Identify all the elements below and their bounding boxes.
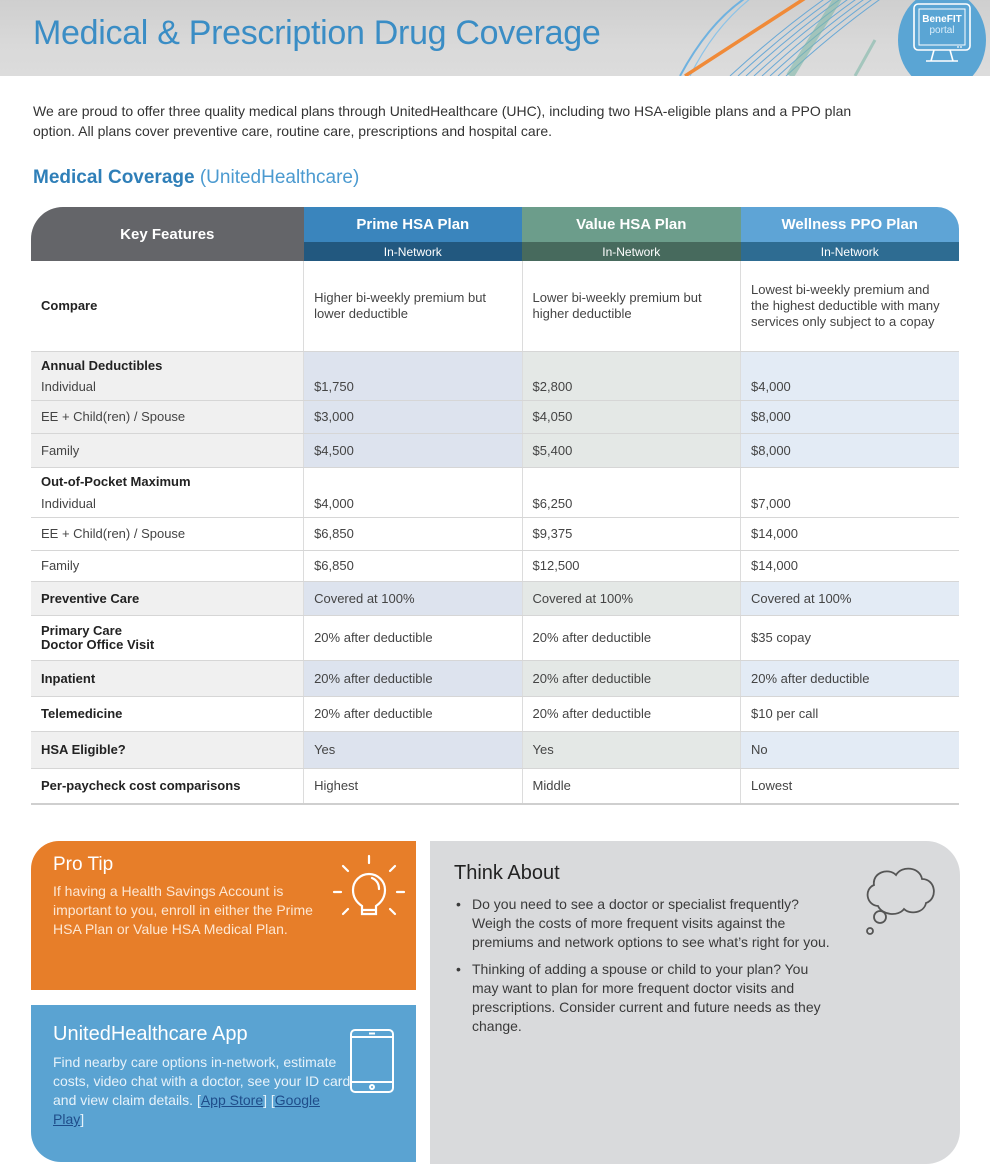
- cell: 20% after deductible: [304, 615, 522, 660]
- benefit-portal-badge[interactable]: [898, 0, 986, 76]
- section-title-strong: Medical Coverage: [33, 167, 195, 188]
- coverage-table: [31, 207, 959, 805]
- row-label: Family: [31, 433, 304, 467]
- portal-label-line1: BeneFIT: [922, 14, 962, 25]
- cell: $7,000: [741, 490, 959, 517]
- cell: Lowest bi-weekly premium and the highest deductible with many services only subject to a copay: [741, 261, 959, 351]
- table-group-oop: [31, 467, 959, 490]
- cell: $8,000: [741, 400, 959, 433]
- bullet-text: Do you need to see a doctor or specialist frequently? Weigh the costs of more frequent visits against the premiums and network options to see what’s right for you.: [472, 896, 830, 950]
- cell: Higher bi-weekly premium but lower deductible: [304, 261, 522, 351]
- cell: $35 copay: [741, 615, 959, 660]
- cell-empty: [741, 351, 959, 373]
- cell: $4,000: [741, 373, 959, 400]
- cell: Lowest: [741, 768, 959, 804]
- table-group-deductibles: [31, 351, 959, 373]
- tablet-icon: [349, 1028, 395, 1094]
- bullet-text: Thinking of adding a spouse or child to your plan? You may want to plan for more frequent doctor visits and prescriptions. Consider current and future needs as they change.: [472, 961, 821, 1034]
- cell: $4,000: [304, 490, 522, 517]
- row-label-line2: Doctor Office Visit: [41, 636, 155, 652]
- page-title: Medical & Prescription Drug Coverage: [33, 14, 601, 52]
- app-body: Find nearby care options in-network, estimate costs, video chat with a doctor, see your ID card and view claim details. [App Store] [Google Play]: [53, 1054, 351, 1127]
- group-label: Out-of-Pocket Maximum: [41, 473, 191, 489]
- cell: Covered at 100%: [304, 581, 522, 615]
- cell: $6,850: [304, 550, 522, 581]
- cell: 20% after deductible: [304, 660, 522, 696]
- thought-cloud-icon: [860, 861, 940, 941]
- table-row-telemedicine: [31, 696, 959, 731]
- table-row: [31, 400, 959, 433]
- think-about-panel: [430, 841, 960, 1164]
- google-play-link[interactable]: Google Play: [53, 1092, 320, 1127]
- app-title: UnitedHealthcare App: [53, 1023, 248, 1045]
- cell: $5,400: [522, 433, 740, 467]
- list-item: [456, 960, 836, 1036]
- pro-tip-body: If having a Health Savings Account is important to you, enroll in either the Prime HSA Plan or Value HSA Medical Plan.: [53, 883, 313, 937]
- table-row-primary-care: [31, 615, 959, 660]
- table-row: [31, 517, 959, 550]
- row-label: [31, 615, 304, 660]
- section-title-light: (UnitedHealthcare): [199, 167, 360, 188]
- row-label: EE + Child(ren) / Spouse: [31, 400, 304, 433]
- group-label: Annual Deductibles: [31, 351, 304, 373]
- cell: $12,500: [522, 550, 740, 581]
- cell-empty: [304, 467, 522, 490]
- cell-empty: [304, 351, 522, 373]
- network-label-wellness: In-Network: [741, 242, 959, 261]
- list-item: [456, 895, 836, 952]
- cell: $3,000: [304, 400, 522, 433]
- row-label: Family: [31, 550, 304, 581]
- pro-tip-title: Pro Tip: [53, 854, 114, 875]
- row-label: Inpatient: [31, 660, 304, 696]
- cell-empty: [522, 351, 740, 373]
- table-row-hsa-eligible: [31, 731, 959, 768]
- monitor-icon: [898, 0, 986, 76]
- row-label: EE + Child(ren) / Spouse: [31, 517, 304, 550]
- cell: No: [741, 731, 959, 768]
- table-row-compare: [31, 261, 959, 351]
- cell: $14,000: [741, 550, 959, 581]
- cell: Middle: [522, 768, 740, 804]
- network-label-prime: In-Network: [304, 242, 522, 261]
- cell: $1,750: [304, 373, 522, 400]
- table-row: [31, 433, 959, 467]
- row-label: HSA Eligible?: [31, 731, 304, 768]
- uhc-app-panel: [31, 1005, 416, 1162]
- cell: Yes: [304, 731, 522, 768]
- row-label: Telemedicine: [31, 696, 304, 731]
- cell-empty: [741, 467, 959, 490]
- network-label-value: In-Network: [522, 242, 740, 261]
- table-row-paycheck: [31, 768, 959, 804]
- cell: 20% after deductible: [522, 660, 740, 696]
- table-row-preventive: [31, 581, 959, 615]
- cell: 20% after deductible: [304, 696, 522, 731]
- cell: $8,000: [741, 433, 959, 467]
- cell: $4,050: [522, 400, 740, 433]
- think-about-list: [456, 895, 836, 1044]
- think-about-title: Think About: [454, 862, 560, 884]
- pro-tip-panel: [31, 841, 416, 990]
- cell: Highest: [304, 768, 522, 804]
- table-row: [31, 490, 959, 517]
- row-label: Compare: [31, 261, 304, 351]
- cell: 20% after deductible: [741, 660, 959, 696]
- cell: 20% after deductible: [522, 615, 740, 660]
- cell: 20% after deductible: [522, 696, 740, 731]
- cell: $14,000: [741, 517, 959, 550]
- plan-header-value: Value HSA Plan: [522, 207, 740, 242]
- bullet-icon: •: [456, 961, 461, 977]
- plan-header-prime: Prime HSA Plan: [304, 207, 522, 242]
- cell: Covered at 100%: [741, 581, 959, 615]
- cell: $4,500: [304, 433, 522, 467]
- cell-empty: [522, 467, 740, 490]
- section-title: [33, 167, 359, 189]
- cell: $9,375: [522, 517, 740, 550]
- portal-label-line2: portal: [929, 25, 955, 36]
- row-label: Preventive Care: [31, 581, 304, 615]
- cell: Covered at 100%: [522, 581, 740, 615]
- cell: $6,250: [522, 490, 740, 517]
- key-features-header: Key Features: [31, 207, 304, 261]
- cell: Lower bi-weekly premium but higher deductible: [522, 261, 740, 351]
- header-banner: [0, 0, 990, 76]
- app-body-text: Find nearby care options in-network, estimate costs, video chat with a doctor, see your ID card and view claim details.: [53, 1054, 351, 1108]
- bullet-icon: •: [456, 896, 461, 912]
- cell: $2,800: [522, 373, 740, 400]
- plan-header-wellness: Wellness PPO Plan: [741, 207, 959, 242]
- cell: Yes: [522, 731, 740, 768]
- intro-paragraph: We are proud to offer three quality medical plans through UnitedHealthcare (UHC), including two HSA-eligible plans and a PPO plan option. All plans cover preventive care, routine care, prescriptions and hospital care.: [33, 103, 852, 139]
- table-row-inpatient: [31, 660, 959, 696]
- row-label-line1: Primary Care: [41, 622, 122, 638]
- row-label: Individual: [31, 373, 304, 400]
- cell: $10 per call: [741, 696, 959, 731]
- row-label: Individual: [31, 490, 304, 517]
- cell: $6,850: [304, 517, 522, 550]
- row-label: Per-paycheck cost comparisons: [31, 768, 304, 804]
- table-row: [31, 550, 959, 581]
- app-store-link[interactable]: App Store: [200, 1092, 264, 1108]
- lightbulb-icon: [331, 854, 407, 930]
- table-row: [31, 373, 959, 400]
